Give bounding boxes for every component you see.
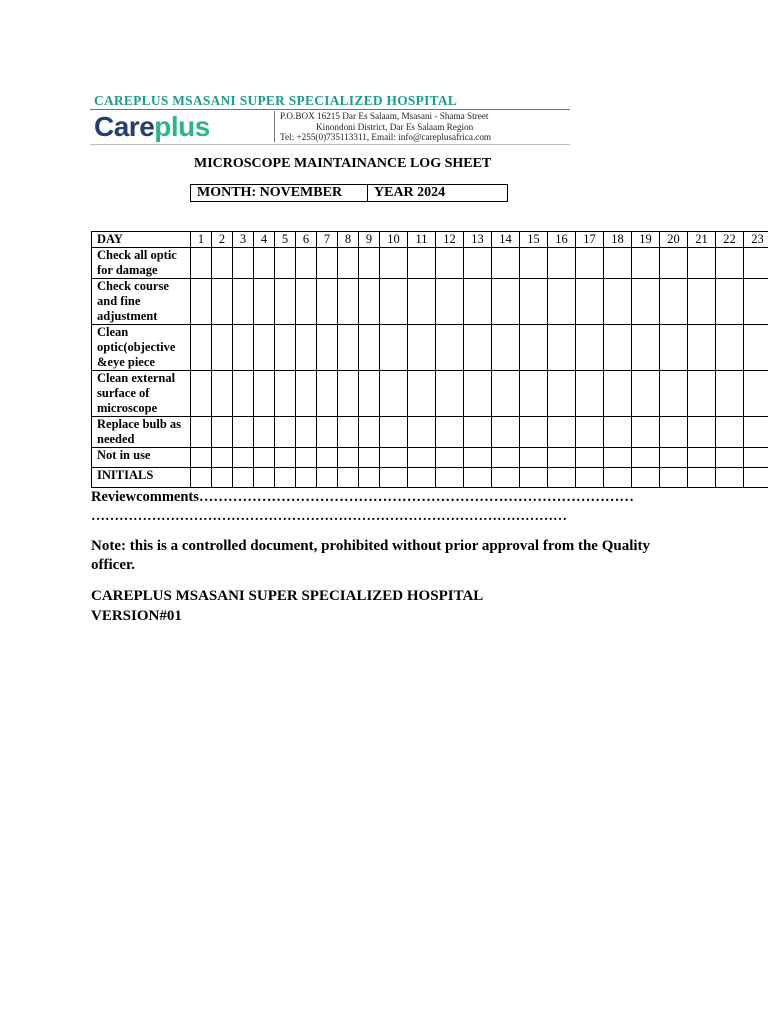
log-cell[interactable]: [492, 468, 520, 488]
log-cell[interactable]: [548, 371, 576, 417]
log-cell[interactable]: [254, 371, 275, 417]
log-cell[interactable]: [212, 371, 233, 417]
review-comments-continuation: …………………………………………………………………………………………: [91, 509, 567, 524]
log-cell[interactable]: [576, 448, 604, 468]
task-label: Check course and fine adjustment: [92, 279, 191, 325]
log-cell[interactable]: [212, 325, 233, 371]
log-cell[interactable]: [492, 417, 520, 448]
log-cell[interactable]: [604, 325, 632, 371]
log-cell[interactable]: [576, 325, 604, 371]
log-cell[interactable]: [233, 417, 254, 448]
log-cell[interactable]: [632, 417, 660, 448]
log-cell[interactable]: [464, 468, 492, 488]
log-cell[interactable]: [254, 417, 275, 448]
log-cell[interactable]: [359, 248, 380, 279]
address-line-3: Tel: +255(0)735113311, Email: info@careplusafrica.com: [280, 132, 492, 142]
log-cell[interactable]: [275, 325, 296, 371]
day-number-11: 11: [408, 232, 436, 248]
log-cell[interactable]: [492, 325, 520, 371]
log-cell[interactable]: [520, 417, 548, 448]
log-cell[interactable]: [716, 279, 744, 325]
log-cell[interactable]: [716, 448, 744, 468]
log-cell[interactable]: [275, 279, 296, 325]
log-cell[interactable]: [191, 468, 212, 488]
log-cell[interactable]: [632, 248, 660, 279]
log-cell[interactable]: [604, 468, 632, 488]
log-cell[interactable]: [380, 325, 408, 371]
log-cell[interactable]: [716, 371, 744, 417]
log-cell[interactable]: [604, 371, 632, 417]
log-cell[interactable]: [296, 417, 317, 448]
log-cell[interactable]: [660, 279, 688, 325]
log-cell[interactable]: [688, 417, 716, 448]
log-cell[interactable]: [191, 417, 212, 448]
log-cell[interactable]: [520, 248, 548, 279]
log-cell[interactable]: [548, 325, 576, 371]
day-number-14: 14: [492, 232, 520, 248]
day-number-21: 21: [688, 232, 716, 248]
log-cell[interactable]: [212, 448, 233, 468]
log-cell[interactable]: [359, 325, 380, 371]
log-cell[interactable]: [744, 371, 768, 417]
log-cell[interactable]: [744, 279, 768, 325]
log-cell[interactable]: [436, 248, 464, 279]
log-cell[interactable]: [744, 325, 768, 371]
log-cell[interactable]: [359, 468, 380, 488]
log-cell[interactable]: [576, 248, 604, 279]
log-cell[interactable]: [716, 417, 744, 448]
log-cell[interactable]: [744, 468, 768, 488]
log-cell[interactable]: [408, 448, 436, 468]
log-cell[interactable]: [275, 468, 296, 488]
log-cell[interactable]: [576, 468, 604, 488]
day-number-16: 16: [548, 232, 576, 248]
log-cell[interactable]: [380, 468, 408, 488]
address-line-2: Kinondoni District, Dar Es Salaam Region: [316, 121, 474, 132]
address-line-1: P.O.BOX 16215 Dar Es Salaam, Msasani - Shama Street: [280, 111, 489, 121]
table-row: [92, 325, 768, 371]
log-cell[interactable]: [520, 448, 548, 468]
log-cell[interactable]: [338, 325, 359, 371]
letterhead-address: [280, 111, 570, 143]
day-number-3: 3: [233, 232, 254, 248]
document-title: MICROSCOPE MAINTAINANCE LOG SHEET: [194, 156, 492, 171]
log-cell[interactable]: [233, 248, 254, 279]
log-cell[interactable]: [744, 248, 768, 279]
log-cell[interactable]: [317, 371, 338, 417]
log-cell[interactable]: [275, 448, 296, 468]
log-cell[interactable]: [744, 448, 768, 468]
log-cell[interactable]: [576, 417, 604, 448]
table-row: [92, 468, 768, 488]
log-cell[interactable]: [548, 468, 576, 488]
day-number-8: 8: [338, 232, 359, 248]
day-number-5: 5: [275, 232, 296, 248]
log-cell[interactable]: [632, 325, 660, 371]
log-cell[interactable]: [359, 371, 380, 417]
log-cell[interactable]: [338, 417, 359, 448]
day-number-9: 9: [359, 232, 380, 248]
day-number-15: 15: [520, 232, 548, 248]
month-cell: MONTH: NOVEMBER: [191, 185, 368, 201]
day-number-7: 7: [317, 232, 338, 248]
log-cell[interactable]: [632, 468, 660, 488]
log-cell[interactable]: [338, 448, 359, 468]
log-cell[interactable]: [716, 325, 744, 371]
log-cell[interactable]: [604, 248, 632, 279]
log-cell[interactable]: [688, 248, 716, 279]
log-cell[interactable]: [436, 468, 464, 488]
log-cell[interactable]: [317, 248, 338, 279]
log-cell[interactable]: [464, 371, 492, 417]
day-number-19: 19: [632, 232, 660, 248]
log-cell[interactable]: [632, 279, 660, 325]
log-cell[interactable]: [380, 371, 408, 417]
log-cell[interactable]: [436, 448, 464, 468]
log-cell[interactable]: [191, 279, 212, 325]
log-cell[interactable]: [380, 417, 408, 448]
log-cell[interactable]: [275, 371, 296, 417]
day-number-18: 18: [604, 232, 632, 248]
day-number-2: 2: [212, 232, 233, 248]
log-cell[interactable]: [359, 279, 380, 325]
log-cell[interactable]: [492, 448, 520, 468]
table-row: [92, 417, 768, 448]
maintenance-log-table: [91, 231, 768, 488]
log-cell[interactable]: [338, 371, 359, 417]
log-cell[interactable]: [380, 248, 408, 279]
month-year-box: [190, 184, 508, 202]
log-cell[interactable]: [296, 448, 317, 468]
table-row: [92, 448, 768, 468]
log-cell[interactable]: [436, 325, 464, 371]
log-cell[interactable]: [254, 325, 275, 371]
log-cell[interactable]: [254, 468, 275, 488]
log-cell[interactable]: [464, 417, 492, 448]
day-number-23: 23: [744, 232, 768, 248]
day-number-10: 10: [380, 232, 408, 248]
log-cell[interactable]: [660, 468, 688, 488]
log-cell[interactable]: [275, 417, 296, 448]
footer-hospital-name: CAREPLUS MSASANI SUPER SPECIALIZED HOSPITAL: [91, 588, 484, 604]
log-cell[interactable]: [212, 468, 233, 488]
log-cell[interactable]: [548, 448, 576, 468]
log-cell[interactable]: [436, 279, 464, 325]
log-cell[interactable]: [660, 325, 688, 371]
log-cell[interactable]: [233, 371, 254, 417]
log-cell[interactable]: [744, 417, 768, 448]
log-cell[interactable]: [660, 248, 688, 279]
log-cell[interactable]: [338, 248, 359, 279]
log-cell[interactable]: [296, 468, 317, 488]
log-cell[interactable]: [492, 279, 520, 325]
log-cell[interactable]: [688, 371, 716, 417]
letterhead-divider: [274, 111, 275, 142]
log-cell[interactable]: [296, 371, 317, 417]
day-number-17: 17: [576, 232, 604, 248]
log-cell[interactable]: [408, 279, 436, 325]
task-label: Replace bulb as needed: [92, 417, 191, 448]
log-cell[interactable]: [380, 279, 408, 325]
log-cell[interactable]: [254, 279, 275, 325]
log-cell[interactable]: [604, 448, 632, 468]
log-cell[interactable]: [688, 448, 716, 468]
log-cell[interactable]: [492, 371, 520, 417]
log-cell[interactable]: [191, 248, 212, 279]
log-cell[interactable]: [576, 279, 604, 325]
log-cell[interactable]: [464, 325, 492, 371]
log-cell[interactable]: [716, 248, 744, 279]
log-cell[interactable]: [660, 371, 688, 417]
day-number-4: 4: [254, 232, 275, 248]
log-cell[interactable]: [520, 371, 548, 417]
log-cell[interactable]: [254, 248, 275, 279]
log-cell[interactable]: [296, 248, 317, 279]
day-header-label: DAY: [92, 232, 191, 248]
day-number-6: 6: [296, 232, 317, 248]
table-row: [92, 248, 768, 279]
review-comments: Reviewcomments………………………………………………………………………………: [91, 489, 634, 505]
log-cell[interactable]: [254, 448, 275, 468]
log-cell[interactable]: [408, 371, 436, 417]
log-cell[interactable]: [359, 417, 380, 448]
log-table-container: [91, 231, 768, 488]
task-label: Not in use: [92, 448, 191, 468]
log-cell[interactable]: [548, 248, 576, 279]
task-label: Check all optic for damage: [92, 248, 191, 279]
log-cell[interactable]: [317, 448, 338, 468]
log-cell[interactable]: [520, 279, 548, 325]
table-row: [92, 371, 768, 417]
task-label: Clean external surface of microscope: [92, 371, 191, 417]
log-cell[interactable]: [408, 417, 436, 448]
log-cell[interactable]: [660, 417, 688, 448]
log-cell[interactable]: [359, 448, 380, 468]
log-cell[interactable]: [688, 325, 716, 371]
log-cell[interactable]: [233, 468, 254, 488]
letterhead-hospital-name: CAREPLUS MSASANI SUPER SPECIALIZED HOSPITAL: [94, 93, 458, 108]
log-cell[interactable]: [338, 279, 359, 325]
task-label: INITIALS: [92, 468, 191, 488]
log-cell[interactable]: [548, 279, 576, 325]
careplus-logo: [94, 110, 210, 144]
controlled-document-note: Note: this is a controlled document, prohibited without prior approval from the Quality officer.: [91, 538, 651, 573]
log-cell[interactable]: [436, 417, 464, 448]
log-cell[interactable]: [604, 417, 632, 448]
log-cell[interactable]: [436, 371, 464, 417]
log-cell[interactable]: [716, 468, 744, 488]
log-cell[interactable]: [296, 279, 317, 325]
table-row: [92, 279, 768, 325]
day-number-13: 13: [464, 232, 492, 248]
day-number-12: 12: [436, 232, 464, 248]
task-label: Clean optic(objective &eye piece: [92, 325, 191, 371]
day-number-1: 1: [191, 232, 212, 248]
log-cell[interactable]: [212, 417, 233, 448]
log-cell[interactable]: [632, 371, 660, 417]
log-cell[interactable]: [632, 448, 660, 468]
log-cell[interactable]: [380, 448, 408, 468]
day-number-20: 20: [660, 232, 688, 248]
log-cell[interactable]: [408, 468, 436, 488]
log-cell[interactable]: [338, 468, 359, 488]
day-number-22: 22: [716, 232, 744, 248]
log-cell[interactable]: [688, 468, 716, 488]
log-cell[interactable]: [233, 448, 254, 468]
log-cell[interactable]: [191, 448, 212, 468]
letterhead-bottom-rule: [90, 144, 570, 145]
log-cell[interactable]: [660, 448, 688, 468]
log-cell[interactable]: [492, 248, 520, 279]
log-cell[interactable]: [191, 325, 212, 371]
log-cell[interactable]: [604, 279, 632, 325]
log-cell[interactable]: [464, 448, 492, 468]
log-cell[interactable]: [233, 325, 254, 371]
log-cell[interactable]: [296, 325, 317, 371]
log-cell[interactable]: [233, 279, 254, 325]
log-cell[interactable]: [317, 417, 338, 448]
log-cell[interactable]: [688, 279, 716, 325]
log-cell[interactable]: [191, 371, 212, 417]
logo-plus-text: plus: [154, 111, 210, 142]
table-header-row: [92, 232, 768, 248]
log-cell[interactable]: [520, 468, 548, 488]
log-cell[interactable]: [275, 248, 296, 279]
log-cell[interactable]: [317, 279, 338, 325]
log-cell[interactable]: [576, 371, 604, 417]
log-cell[interactable]: [212, 279, 233, 325]
log-cell[interactable]: [408, 248, 436, 279]
log-cell[interactable]: [464, 248, 492, 279]
log-cell[interactable]: [212, 248, 233, 279]
log-cell[interactable]: [317, 325, 338, 371]
logo-care-text: Care: [94, 111, 155, 142]
log-cell[interactable]: [520, 325, 548, 371]
footer-version: VERSION#01: [91, 608, 182, 624]
year-cell: YEAR 2024: [374, 185, 446, 200]
log-cell[interactable]: [408, 325, 436, 371]
log-cell[interactable]: [317, 468, 338, 488]
log-cell[interactable]: [464, 279, 492, 325]
log-cell[interactable]: [548, 417, 576, 448]
